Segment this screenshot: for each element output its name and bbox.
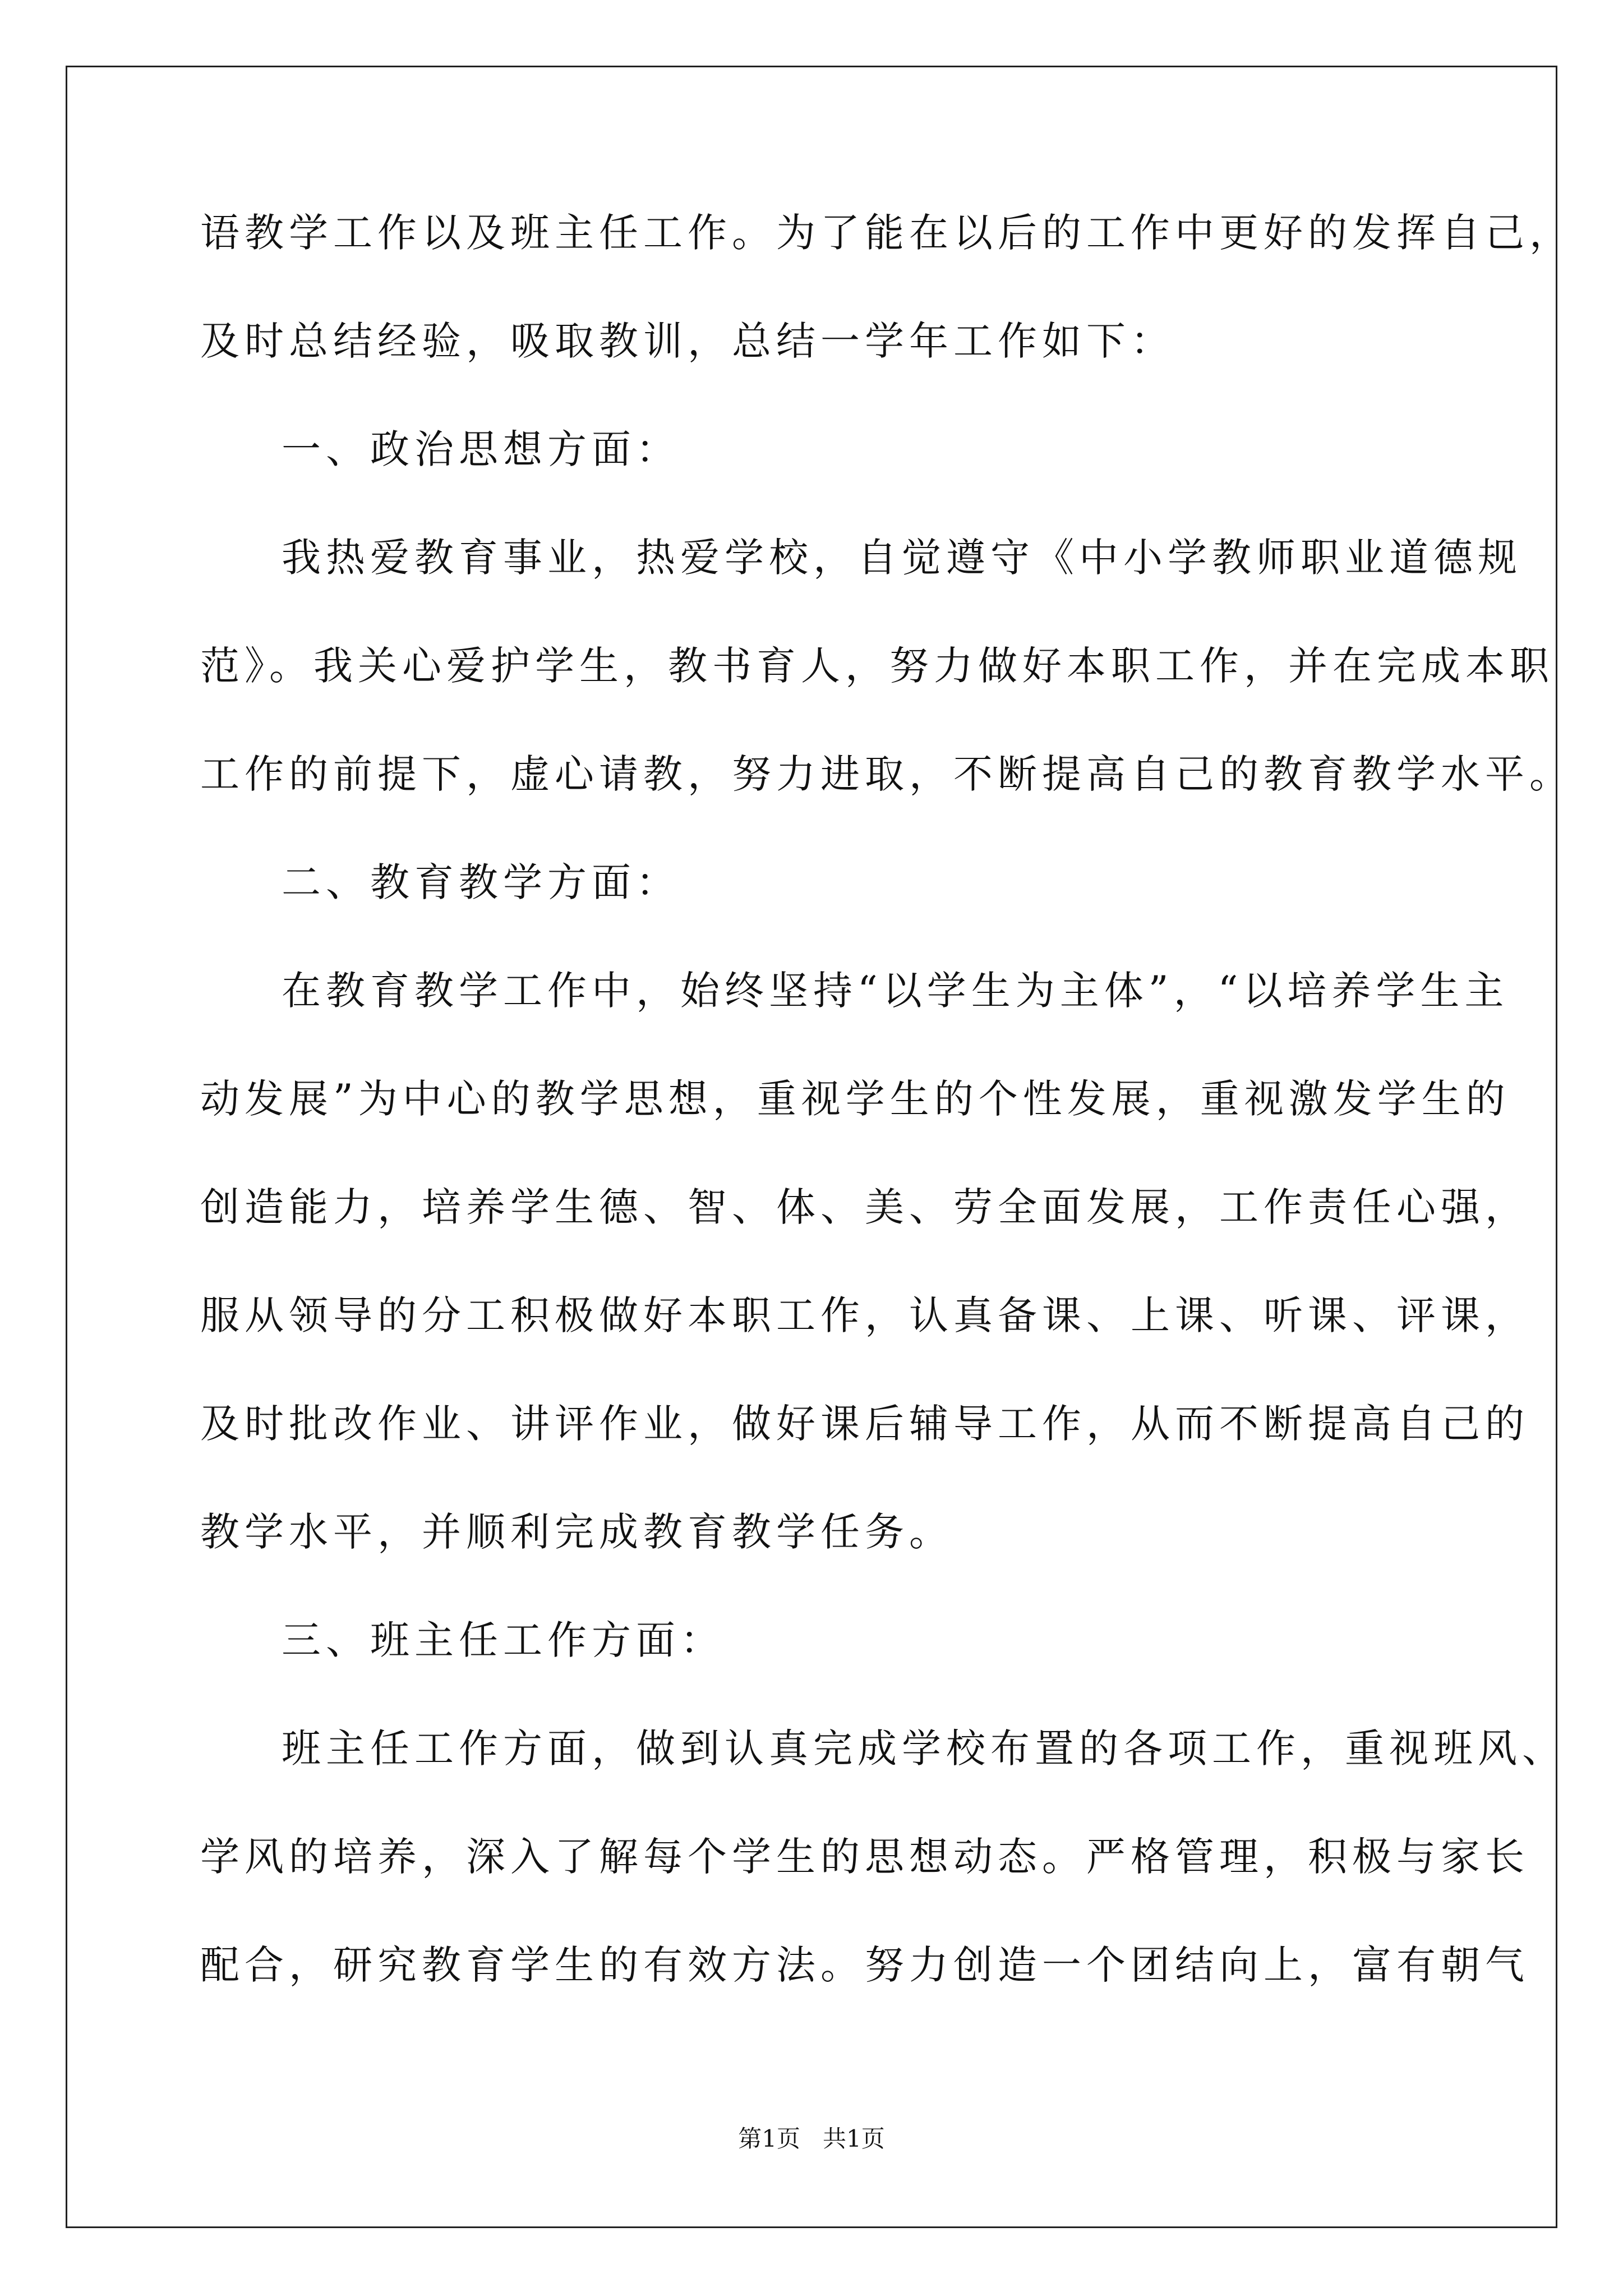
body-line-17: 配合，研究教育学生的有效方法。努力创造一个团结向上，富有朝气 — [200, 1942, 1529, 1988]
body-line-1: 语教学工作以及班主任工作。为了能在以后的工作中更好的发挥自己， — [200, 210, 1574, 256]
body-line-6: 工作的前提下，虚心请教，努力进取，不断提高自己的教育教学水平。 — [200, 751, 1574, 797]
page-border — [66, 66, 1557, 2228]
body-line-13: 教学水平，并顺利完成教育教学任务。 — [200, 1509, 953, 1555]
body-line-2: 及时总结经验，吸取教训，总结一学年工作如下： — [200, 318, 1175, 364]
section-heading-teaching: 二、教育教学方面： — [282, 859, 680, 905]
body-line-10: 创造能力，培养学生德、智、体、美、劳全面发展，工作责任心强， — [200, 1184, 1529, 1230]
page-footer: 第1页 共1页 — [738, 2125, 885, 2152]
body-line-15: 班主任工作方面，做到认真完成学校布置的各项工作，重视班风、 — [282, 1726, 1566, 1772]
body-line-9: 动发展”为中心的教学思想，重视学生的个性发展，重视激发学生的 — [200, 1076, 1510, 1122]
body-line-12: 及时批改作业、讲评作业，做好课后辅导工作，从而不断提高自己的 — [200, 1401, 1529, 1447]
body-line-8: 在教育教学工作中，始终坚持“以学生为主体”，“以培养学生主 — [282, 968, 1509, 1014]
body-line-5: 范》。我关心爱护学生，教书育人，努力做好本职工作，并在完成本职 — [200, 643, 1554, 689]
section-heading-politics: 一、政治思想方面： — [282, 426, 680, 472]
section-heading-class-teacher: 三、班主任工作方面： — [282, 1617, 725, 1663]
body-line-11: 服从领导的分工积极做好本职工作，认真备课、上课、听课、评课， — [200, 1292, 1529, 1338]
body-line-4: 我热爱教育事业，热爱学校，自觉遵守《中小学教师职业道德规 — [282, 535, 1522, 581]
body-line-16: 学风的培养，深入了解每个学生的思想动态。严格管理，积极与家长 — [200, 1834, 1529, 1880]
